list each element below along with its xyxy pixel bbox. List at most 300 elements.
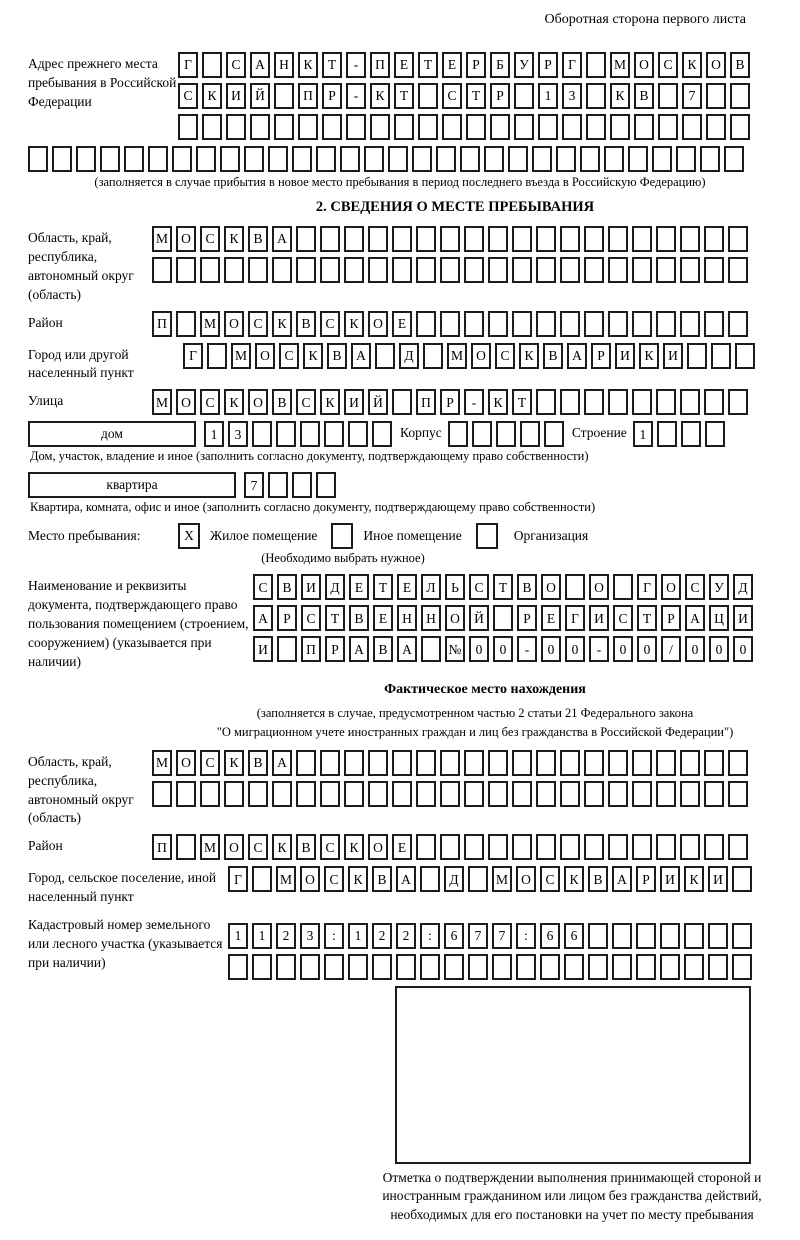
- char-cell: В: [277, 574, 297, 600]
- char-cell: М: [152, 389, 172, 415]
- char-cell: [298, 114, 318, 140]
- char-cell: [464, 834, 484, 860]
- char-cell: К: [224, 750, 244, 776]
- cell-row-full-width: [28, 146, 772, 172]
- char-cell: 6: [444, 923, 464, 949]
- char-cell: О: [541, 574, 561, 600]
- char-cell: [728, 311, 748, 337]
- char-cell: [496, 421, 516, 447]
- char-cell: 3: [562, 83, 582, 109]
- char-cell: [440, 834, 460, 860]
- char-cell: [472, 421, 492, 447]
- char-cell: [28, 146, 48, 172]
- char-cell: О: [248, 389, 268, 415]
- char-cell: [372, 421, 392, 447]
- char-cell: [392, 750, 412, 776]
- char-cell: [316, 472, 336, 498]
- char-cell: М: [610, 52, 630, 78]
- char-cell: [680, 389, 700, 415]
- char-cell: [681, 421, 701, 447]
- char-cell: Й: [250, 83, 270, 109]
- char-cell: [560, 311, 580, 337]
- char-cell: О: [445, 605, 465, 631]
- char-cell: О: [516, 866, 536, 892]
- char-cell: [608, 226, 628, 252]
- char-cell: Д: [325, 574, 345, 600]
- char-cell: [244, 146, 264, 172]
- char-cell: [372, 954, 392, 980]
- char-cell: [440, 226, 460, 252]
- char-cell: [565, 574, 585, 600]
- char-cell: [148, 146, 168, 172]
- char-cell: [440, 311, 460, 337]
- char-cell: 0: [709, 636, 729, 662]
- char-cell: [658, 83, 678, 109]
- char-cell: [296, 257, 316, 283]
- char-cell: [226, 114, 246, 140]
- field-label-region-actual: Область, край, республика, автономный округ (область): [28, 753, 134, 826]
- char-cell: [608, 781, 628, 807]
- house-type-box: дом: [28, 421, 196, 447]
- char-cell: [682, 114, 702, 140]
- field-label-previous-address: Адрес прежнего места пребывания в Российской Федерации: [28, 56, 177, 109]
- char-cell: [584, 389, 604, 415]
- char-cell: [276, 421, 296, 447]
- char-cell: [520, 421, 540, 447]
- char-cell: С: [253, 574, 273, 600]
- char-cell: [320, 781, 340, 807]
- char-cell: [656, 257, 676, 283]
- char-cell: 6: [564, 923, 584, 949]
- char-cell: [488, 226, 508, 252]
- char-cell: [512, 750, 532, 776]
- char-cell: 6: [540, 923, 560, 949]
- cell-row: [152, 834, 748, 860]
- actual-location-title: Фактическое место нахождения: [384, 681, 586, 697]
- char-cell: [421, 636, 441, 662]
- char-cell: [464, 781, 484, 807]
- char-cell: [656, 781, 676, 807]
- char-cell: [608, 750, 628, 776]
- char-cell: Г: [178, 52, 198, 78]
- char-cell: [728, 750, 748, 776]
- field-label-district-actual: Район: [28, 838, 63, 854]
- char-cell: С: [279, 343, 299, 369]
- field-city-actual: [28, 866, 772, 907]
- char-cell: [732, 866, 752, 892]
- char-cell: [370, 114, 390, 140]
- char-cell: [324, 421, 344, 447]
- char-cell: [724, 146, 744, 172]
- char-cell: И: [733, 605, 753, 631]
- char-cell: [732, 954, 752, 980]
- char-cell: [436, 146, 456, 172]
- char-cell: [560, 257, 580, 283]
- char-cell: [200, 257, 220, 283]
- char-cell: [636, 923, 656, 949]
- char-cell: Н: [421, 605, 441, 631]
- char-cell: [536, 781, 556, 807]
- char-cell: О: [224, 834, 244, 860]
- field-region-actual: [28, 750, 772, 829]
- char-cell: С: [469, 574, 489, 600]
- char-cell: С: [495, 343, 515, 369]
- char-cell: В: [248, 750, 268, 776]
- stroenie-label: Строение: [571, 425, 627, 441]
- field-street: [28, 389, 772, 415]
- cell-row: [152, 257, 748, 283]
- char-cell: В: [373, 636, 393, 662]
- char-cell: К: [344, 311, 364, 337]
- char-cell: [52, 146, 72, 172]
- char-cell: Й: [469, 605, 489, 631]
- char-cell: С: [296, 389, 316, 415]
- char-cell: :: [324, 923, 344, 949]
- stamp-note: Отметка о подтверждении выполнения принимающей стороной и иностранным гражданином или лицом без гражданства действий, необходимых для его постановки на учет по месту пребывания: [382, 1170, 762, 1222]
- cell-row: [183, 343, 755, 369]
- char-cell: [340, 146, 360, 172]
- char-cell: [176, 781, 196, 807]
- char-cell: [536, 750, 556, 776]
- char-cell: [300, 954, 320, 980]
- char-cell: 0: [469, 636, 489, 662]
- char-cell: [200, 781, 220, 807]
- char-cell: О: [255, 343, 275, 369]
- char-cell: [464, 311, 484, 337]
- char-cell: [632, 311, 652, 337]
- char-cell: [152, 257, 172, 283]
- cell-row: [253, 574, 753, 600]
- char-cell: [632, 257, 652, 283]
- field-label-district: Район: [28, 314, 63, 330]
- char-cell: [556, 146, 576, 172]
- actual-location-caption-1: (заполняется в случае, предусмотренном частью 2 статьи 21 Федерального закона: [256, 705, 694, 720]
- char-cell: [544, 421, 564, 447]
- char-cell: [608, 311, 628, 337]
- char-cell: [514, 83, 534, 109]
- char-cell: К: [682, 52, 702, 78]
- char-cell: -: [464, 389, 484, 415]
- cell-row: [152, 389, 748, 415]
- cell-row: [152, 226, 748, 252]
- field-label-city-actual: Город, сельское поселение, иной населенный пункт: [28, 870, 217, 905]
- field-region: [28, 226, 772, 305]
- cell-row: [228, 954, 752, 980]
- char-cell: [442, 114, 462, 140]
- korpus-cells: [448, 421, 564, 447]
- char-cell: [634, 114, 654, 140]
- char-cell: [728, 781, 748, 807]
- char-cell: 3: [300, 923, 320, 949]
- char-cell: [680, 834, 700, 860]
- char-cell: [493, 605, 513, 631]
- char-cell: [632, 781, 652, 807]
- char-cell: О: [368, 834, 388, 860]
- char-cell: [368, 781, 388, 807]
- char-cell: Т: [418, 52, 438, 78]
- char-cell: 7: [468, 923, 488, 949]
- char-cell: [252, 954, 272, 980]
- char-cell: В: [272, 389, 292, 415]
- char-cell: [536, 226, 556, 252]
- char-cell: [656, 226, 676, 252]
- apartment-type-box: квартира: [28, 472, 236, 498]
- apartment-row: [28, 472, 772, 498]
- char-cell: [680, 311, 700, 337]
- cell-row: [152, 311, 748, 337]
- cell-row: [228, 923, 752, 949]
- char-cell: 2: [276, 923, 296, 949]
- char-cell: В: [327, 343, 347, 369]
- stroenie-cells: [633, 421, 725, 447]
- char-cell: [657, 421, 677, 447]
- char-cell: А: [685, 605, 705, 631]
- char-cell: [512, 311, 532, 337]
- char-cell: [735, 343, 755, 369]
- char-cell: [536, 311, 556, 337]
- char-cell: Д: [733, 574, 753, 600]
- char-cell: О: [176, 226, 196, 252]
- char-cell: А: [351, 343, 371, 369]
- char-cell: [586, 114, 606, 140]
- char-cell: [344, 781, 364, 807]
- char-cell: [704, 750, 724, 776]
- char-cell: [202, 52, 222, 78]
- char-cell: В: [372, 866, 392, 892]
- char-cell: [176, 311, 196, 337]
- char-cell: [711, 343, 731, 369]
- char-cell: [296, 781, 316, 807]
- char-cell: К: [370, 83, 390, 109]
- char-cell: [268, 472, 288, 498]
- char-cell: [224, 257, 244, 283]
- char-cell: Т: [322, 52, 342, 78]
- char-cell: [584, 257, 604, 283]
- char-cell: [588, 923, 608, 949]
- char-cell: [704, 257, 724, 283]
- char-cell: 0: [613, 636, 633, 662]
- char-cell: М: [276, 866, 296, 892]
- char-cell: [628, 146, 648, 172]
- char-cell: [560, 226, 580, 252]
- char-cell: [632, 389, 652, 415]
- char-cell: [394, 114, 414, 140]
- char-cell: Г: [637, 574, 657, 600]
- char-cell: [416, 834, 436, 860]
- char-cell: Р: [661, 605, 681, 631]
- char-cell: Ц: [709, 605, 729, 631]
- char-cell: [586, 52, 606, 78]
- char-cell: [604, 146, 624, 172]
- char-cell: [440, 257, 460, 283]
- char-cell: [730, 114, 750, 140]
- char-cell: Т: [325, 605, 345, 631]
- char-cell: [468, 954, 488, 980]
- char-cell: С: [200, 226, 220, 252]
- char-cell: [320, 226, 340, 252]
- char-cell: К: [224, 389, 244, 415]
- char-cell: Р: [325, 636, 345, 662]
- char-cell: О: [176, 750, 196, 776]
- char-cell: К: [610, 83, 630, 109]
- char-cell: [704, 834, 724, 860]
- char-cell: С: [442, 83, 462, 109]
- place-type-row: [28, 523, 772, 549]
- char-cell: [396, 954, 416, 980]
- char-cell: Е: [392, 834, 412, 860]
- char-cell: [512, 834, 532, 860]
- char-cell: [368, 226, 388, 252]
- cell-row: [178, 114, 750, 140]
- char-cell: С: [248, 311, 268, 337]
- char-cell: [375, 343, 395, 369]
- char-cell: [608, 257, 628, 283]
- char-cell: №: [445, 636, 465, 662]
- cell-row: [228, 866, 752, 892]
- char-cell: [612, 923, 632, 949]
- char-cell: Р: [636, 866, 656, 892]
- char-cell: [684, 923, 704, 949]
- char-cell: 0: [541, 636, 561, 662]
- char-cell: О: [224, 311, 244, 337]
- char-cell: И: [226, 83, 246, 109]
- char-cell: Г: [183, 343, 203, 369]
- char-cell: [613, 574, 633, 600]
- char-cell: [536, 257, 556, 283]
- char-cell: 0: [565, 636, 585, 662]
- field-district: [28, 311, 772, 337]
- cell-row: [178, 52, 750, 78]
- char-cell: Е: [373, 605, 393, 631]
- char-cell: [468, 866, 488, 892]
- char-cell: [706, 83, 726, 109]
- char-cell: [704, 389, 724, 415]
- char-cell: /: [661, 636, 681, 662]
- char-cell: [176, 257, 196, 283]
- char-cell: С: [200, 389, 220, 415]
- char-cell: [274, 114, 294, 140]
- char-cell: У: [709, 574, 729, 600]
- field-cadastral: [28, 913, 772, 980]
- char-cell: :: [516, 923, 536, 949]
- char-cell: -: [346, 83, 366, 109]
- char-cell: [207, 343, 227, 369]
- char-cell: [632, 750, 652, 776]
- char-cell: С: [248, 834, 268, 860]
- char-cell: [488, 311, 508, 337]
- char-cell: Л: [421, 574, 441, 600]
- char-cell: Н: [274, 52, 294, 78]
- char-cell: А: [612, 866, 632, 892]
- char-cell: [680, 781, 700, 807]
- char-cell: П: [301, 636, 321, 662]
- char-cell: 1: [252, 923, 272, 949]
- char-cell: [466, 114, 486, 140]
- char-cell: Р: [517, 605, 537, 631]
- char-cell: [444, 954, 464, 980]
- char-cell: У: [514, 52, 534, 78]
- char-cell: [344, 226, 364, 252]
- char-cell: 1: [538, 83, 558, 109]
- char-cell: О: [300, 866, 320, 892]
- char-cell: [560, 750, 580, 776]
- char-cell: К: [684, 866, 704, 892]
- char-cell: 1: [348, 923, 368, 949]
- char-cell: К: [488, 389, 508, 415]
- char-cell: И: [663, 343, 683, 369]
- char-cell: [296, 226, 316, 252]
- section2-title: 2. СВЕДЕНИЯ О МЕСТЕ ПРЕБЫВАНИЯ: [315, 199, 595, 215]
- char-cell: [540, 954, 560, 980]
- char-cell: Е: [394, 52, 414, 78]
- char-cell: [656, 311, 676, 337]
- char-cell: 1: [228, 923, 248, 949]
- char-cell: П: [298, 83, 318, 109]
- char-cell: 0: [685, 636, 705, 662]
- char-cell: А: [567, 343, 587, 369]
- char-cell: В: [296, 834, 316, 860]
- option-label-residential: Жилое помещение: [210, 528, 318, 544]
- char-cell: О: [368, 311, 388, 337]
- char-cell: К: [272, 311, 292, 337]
- char-cell: М: [200, 834, 220, 860]
- char-cell: О: [661, 574, 681, 600]
- char-cell: [292, 146, 312, 172]
- char-cell: [320, 750, 340, 776]
- char-cell: С: [320, 834, 340, 860]
- char-cell: [538, 114, 558, 140]
- page-side-note: Оборотная сторона первого листа: [544, 12, 746, 27]
- char-cell: О: [176, 389, 196, 415]
- place-type-label: Место пребывания:: [28, 528, 141, 544]
- char-cell: [346, 114, 366, 140]
- char-cell: [268, 146, 288, 172]
- char-cell: [172, 146, 192, 172]
- char-cell: [348, 421, 368, 447]
- field-label-cadastral: Кадастровый номер земельного или лесного участка (указывается при наличии): [28, 917, 223, 970]
- char-cell: [412, 146, 432, 172]
- char-cell: [368, 750, 388, 776]
- apartment-number-cells: [244, 472, 336, 498]
- char-cell: [76, 146, 96, 172]
- char-cell: [536, 834, 556, 860]
- char-cell: Т: [637, 605, 657, 631]
- char-cell: А: [272, 226, 292, 252]
- char-cell: М: [492, 866, 512, 892]
- char-cell: Р: [490, 83, 510, 109]
- char-cell: [728, 226, 748, 252]
- char-cell: [512, 781, 532, 807]
- char-cell: Г: [228, 866, 248, 892]
- char-cell: [608, 389, 628, 415]
- char-cell: [178, 114, 198, 140]
- char-cell: О: [589, 574, 609, 600]
- char-cell: [296, 750, 316, 776]
- registration-stamp-box: [395, 986, 751, 1164]
- char-cell: [728, 389, 748, 415]
- char-cell: [687, 343, 707, 369]
- char-cell: [532, 146, 552, 172]
- char-cell: [704, 226, 724, 252]
- previous-address-caption: (заполняется в случае прибытия в новое место пребывания в период последнего въезда в Российскую Федерацию): [94, 175, 706, 189]
- house-row: [28, 421, 772, 447]
- char-cell: В: [634, 83, 654, 109]
- char-cell: [584, 834, 604, 860]
- char-cell: В: [543, 343, 563, 369]
- char-cell: [250, 114, 270, 140]
- char-cell: А: [396, 866, 416, 892]
- char-cell: [610, 114, 630, 140]
